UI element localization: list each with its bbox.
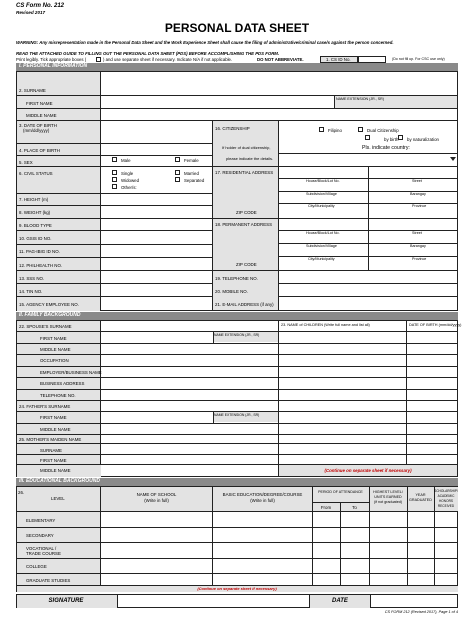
by-birth-checkbox[interactable] <box>365 135 370 140</box>
pagibig-input[interactable] <box>101 245 211 257</box>
dob-label: 3. DATE OF BIRTH <box>19 123 57 128</box>
signature-field[interactable] <box>118 595 308 607</box>
mother-middle-name-input[interactable] <box>101 465 277 476</box>
form-number: CS Form No. 212 <box>16 3 65 9</box>
married-checkbox[interactable] <box>175 170 180 175</box>
dual-citizenship-checkbox[interactable] <box>358 127 363 132</box>
married-label: Married <box>184 171 199 176</box>
father-surname-label: 24. FATHER'S SURNAME <box>19 404 71 409</box>
res-house-caption: House/Block/Lot No. <box>306 179 340 183</box>
gsis-input[interactable] <box>101 231 211 244</box>
mobile-label: 20. MOBILE NO. <box>215 289 248 294</box>
blood-type-input[interactable] <box>101 219 211 230</box>
college-row-input[interactable] <box>101 559 457 573</box>
mother-surname-label: SURNAME <box>40 448 62 453</box>
occupation-label: OCCUPATION <box>40 358 69 363</box>
school-header: NAME OF SCHOOL <box>136 492 177 497</box>
print-instruction-b: ) and use separate sheet if necessary. Indicate N/A if not applicable. <box>103 57 233 62</box>
level-secondary: SECONDARY <box>26 533 54 538</box>
by-naturalization-label: by naturalization <box>407 137 439 142</box>
date-field[interactable] <box>371 595 457 607</box>
perm-city-caption: City/Municipality <box>308 257 335 261</box>
agency-employee-input[interactable] <box>101 297 211 310</box>
academic-header: ACADEMIC <box>437 494 455 498</box>
graduated-header: GRADUATED <box>409 498 432 502</box>
father-first-name-input[interactable] <box>101 412 213 422</box>
name-ext-label: NAME EXTENSION (JR., SR) <box>336 97 384 101</box>
res-street-caption: Street <box>412 179 422 183</box>
spouse-surname-input[interactable] <box>101 321 277 331</box>
date-label: DATE <box>332 598 348 604</box>
cs-id-note: (Do not fill up. For CSC use only) <box>392 57 445 61</box>
page-footer: CS FORM 212 (Revised 2017), Page 1 of 4 <box>384 610 458 614</box>
pob-input[interactable] <box>101 144 211 155</box>
philhealth-label: 12. PHILHEALTH NO. <box>19 263 63 268</box>
period-header: PERIOD OF ATTENDANCE <box>318 490 363 494</box>
tin-label: 14. TIN NO. <box>19 289 43 294</box>
business-address-input[interactable] <box>101 378 277 388</box>
spouse-name-ext-label: NAME EXTENSION (JR., SR) <box>214 333 260 337</box>
separated-label: Separated <box>184 178 205 183</box>
perm-subdivision-caption: Subdivision/Village <box>306 244 337 248</box>
height-input[interactable] <box>101 194 211 205</box>
agency-employee-label: 15. AGENCY EMPLOYEE NO. <box>19 302 79 307</box>
middle-name-input[interactable] <box>101 109 458 120</box>
mother-maiden-label: 25. MOTHER'S MAIDEN NAME <box>19 437 82 442</box>
email-label: 21. E-MAIL ADDRESS (if any) <box>215 302 274 307</box>
education-num: 26. <box>18 490 25 495</box>
weight-input[interactable] <box>101 206 211 217</box>
indicate-details: please indicate the details. <box>226 156 274 161</box>
period-from: From <box>320 505 332 510</box>
employer-input[interactable] <box>101 367 277 377</box>
vocational-row-input[interactable] <box>101 543 457 558</box>
perm-province-caption: Province <box>412 257 427 261</box>
children-header: 23. NAME of CHILDREN (Write full name and list all) <box>281 323 370 327</box>
course-header: BASIC EDUCATION/DEGREE/COURSE <box>222 492 303 497</box>
education-level-column <box>17 487 101 592</box>
philhealth-input[interactable] <box>101 258 211 270</box>
surname-label: 2. SURNAME <box>19 88 46 93</box>
business-address-label: BUSINESS ADDRESS <box>40 381 85 386</box>
blood-type-label: 9. BLOOD TYPE <box>19 223 52 228</box>
spouse-telephone-label: TELEPHONE NO. <box>40 393 76 398</box>
warning-text: WARNING: Any misrepresentation made in the Personal Data Sheet and the Work Experience Sheet shall cause the filing of administrative/criminal case/s against the person concerned. <box>16 40 394 45</box>
dropdown-arrow-icon[interactable] <box>450 157 456 161</box>
by-birth-label: by birth <box>384 137 399 142</box>
widowed-checkbox[interactable] <box>112 177 117 182</box>
period-to: To <box>352 505 357 510</box>
honors-header: HONORS <box>439 499 453 503</box>
res-city-caption: City/Municipality <box>308 204 335 208</box>
res-province-caption: Province <box>412 204 427 208</box>
dob-format: (mm/dd/yyyy) <box>23 128 50 133</box>
read-guide-text: READ THE ATTACHED GUIDE TO FILLING OUT THE PERSONAL DATA SHEET (PDS) BEFORE ACCOMPLISHING THE PDS FORM. <box>16 51 280 56</box>
child-dob-header: DATE OF BIRTH (mm/dd/yyyy) <box>409 323 462 327</box>
tick-example-box <box>96 57 101 62</box>
country-dropdown[interactable] <box>279 154 457 165</box>
res-zip-label: ZIP CODE <box>236 210 257 215</box>
email-input[interactable] <box>279 297 457 310</box>
permanent-address-label: 18. PERMANENT ADDRESS <box>215 222 273 227</box>
filipino-checkbox[interactable] <box>319 127 324 132</box>
print-instruction-a: Print legibly. Tick appropriate boxes ( <box>16 57 87 62</box>
single-checkbox[interactable] <box>112 170 117 175</box>
separated-checkbox[interactable] <box>175 177 180 182</box>
telephone-label: 19. TELEPHONE NO. <box>215 276 258 281</box>
father-first-name-label: FIRST NAME <box>40 415 67 420</box>
school-subheader: (Write in full) <box>144 498 169 503</box>
course-subheader: (Write in full) <box>250 498 275 503</box>
spouse-surname-label: 22. SPOUSE'S SURNAME <box>19 324 72 329</box>
res-subdivision-caption: Subdivision/Village <box>306 192 337 196</box>
height-label: 7. HEIGHT (m) <box>19 197 49 202</box>
telephone-input[interactable] <box>279 271 457 283</box>
pob-label: 4. PLACE OF BIRTH <box>19 148 60 153</box>
received-header: RECEIVED <box>437 504 455 508</box>
page-title: PERSONAL DATA SHEET <box>164 21 310 35</box>
level-trade-course: TRADE COURSE <box>26 551 61 556</box>
not-graduated-header: (if not graduated) <box>373 500 403 504</box>
mother-first-name-label: FIRST NAME <box>40 458 67 463</box>
mother-first-name-input[interactable] <box>101 455 277 464</box>
mobile-input[interactable] <box>279 284 457 296</box>
signature-label: SIGNATURE <box>48 598 84 604</box>
female-checkbox[interactable] <box>175 157 180 162</box>
level-elementary: ELEMENTARY <box>26 518 56 523</box>
pds-page <box>14 0 460 630</box>
cs-id-input[interactable] <box>358 56 386 63</box>
perm-street-caption: Street <box>412 231 422 235</box>
elementary-row-input[interactable] <box>101 512 457 527</box>
male-checkbox[interactable] <box>112 157 117 162</box>
graduate-studies-row-input[interactable] <box>101 574 457 585</box>
sss-input[interactable] <box>101 271 211 283</box>
secondary-row-input[interactable] <box>101 528 457 542</box>
spouse-middle-name-label: MIDDLE NAME <box>40 347 71 352</box>
father-surname-input[interactable] <box>101 401 277 411</box>
citizenship-label: 16. CITIZENSHIP <box>215 126 250 131</box>
first-name-label: FIRST NAME <box>26 101 53 106</box>
form-revised: Revised 2017 <box>16 10 46 15</box>
by-naturalization-checkbox[interactable] <box>398 135 403 140</box>
sex-label: 5. SEX <box>19 160 33 165</box>
surname-input[interactable] <box>101 82 458 95</box>
spouse-first-name-label: FIRST NAME <box>40 336 67 341</box>
units-earned-header: UNITS EARNED <box>374 495 402 499</box>
year-header: YEAR <box>415 493 426 497</box>
section-family-background: II. FAMILY BACKGROUND <box>16 312 458 320</box>
spouse-middle-name-input[interactable] <box>101 344 277 354</box>
perm-zip-label: ZIP CODE <box>236 262 257 267</box>
male-label: Male <box>121 158 131 163</box>
sss-label: 13. SSS NO. <box>19 276 45 281</box>
section-educational-background: III. EDUCATIONAL BACKGROUND <box>16 478 458 486</box>
section-personal-info: I. PERSONAL INFORMATION <box>16 63 458 71</box>
civil-status-label: 6. CIVIL STATUS <box>19 171 53 176</box>
level-graduate-studies: GRADUATE STUDIES <box>26 578 71 583</box>
dob-input[interactable] <box>101 121 211 143</box>
spouse-telephone-input[interactable] <box>101 390 277 400</box>
weight-label: 8. WEIGHT (kg) <box>19 210 51 215</box>
scholarship-header: SCHOLARSHIP/ <box>434 489 458 493</box>
tin-input[interactable] <box>101 284 211 296</box>
others-checkbox[interactable] <box>112 184 117 189</box>
widowed-label: Widowed <box>121 178 140 183</box>
father-middle-name-label: MIDDLE NAME <box>40 427 71 432</box>
pagibig-label: 11. PAG-IBIG ID NO. <box>19 249 60 254</box>
mother-middle-name-label: MIDDLE NAME <box>40 468 71 473</box>
perm-house-caption: House/Block/Lot No. <box>306 231 340 235</box>
single-label: Single <box>121 171 134 176</box>
level-header: LEVEL <box>51 496 65 501</box>
dont-abbreviate: DO NOT ABBREVIATE. <box>257 57 304 62</box>
spouse-first-name-input[interactable] <box>101 332 213 342</box>
first-name-input[interactable] <box>101 96 333 108</box>
children-continue-note: (Continue on separate sheet if necessary) <box>324 468 412 473</box>
middle-name-label: MIDDLE NAME <box>26 113 57 118</box>
dual-citizenship-label: Dual Citizenship <box>367 128 399 133</box>
residential-address-label: 17. RESIDENTIAL ADDRESS <box>215 170 274 175</box>
filipino-label: Filipino <box>328 128 342 133</box>
father-name-ext-label: NAME EXTENSION (JR., SR) <box>214 413 260 417</box>
indicate-country: Pls. indicate country: <box>362 145 410 151</box>
gsis-label: 10. GSIS ID NO. <box>19 236 52 241</box>
dual-citizen-note: If holder of dual citizenship, <box>222 145 271 150</box>
res-zip-input[interactable] <box>279 209 457 218</box>
others-label: Other/s: <box>121 185 137 190</box>
res-barangay-caption: Barangay <box>410 192 426 196</box>
employer-label: EMPLOYER/BUSINESS NAME <box>40 370 102 375</box>
occupation-input[interactable] <box>101 355 277 365</box>
father-middle-name-input[interactable] <box>101 424 277 434</box>
education-continue-note: (Continue on separate sheet if necessary) <box>197 586 277 591</box>
female-label: Female <box>184 158 199 163</box>
mother-surname-input[interactable] <box>101 444 277 454</box>
level-vocational: VOCATIONAL / <box>26 546 57 551</box>
perm-barangay-caption: Barangay <box>410 244 426 248</box>
level-college: COLLEGE <box>26 564 47 569</box>
highest-level-header: HIGHEST LEVEL/ <box>373 490 403 494</box>
cs-id-label: 1. CS ID No. <box>326 57 351 62</box>
